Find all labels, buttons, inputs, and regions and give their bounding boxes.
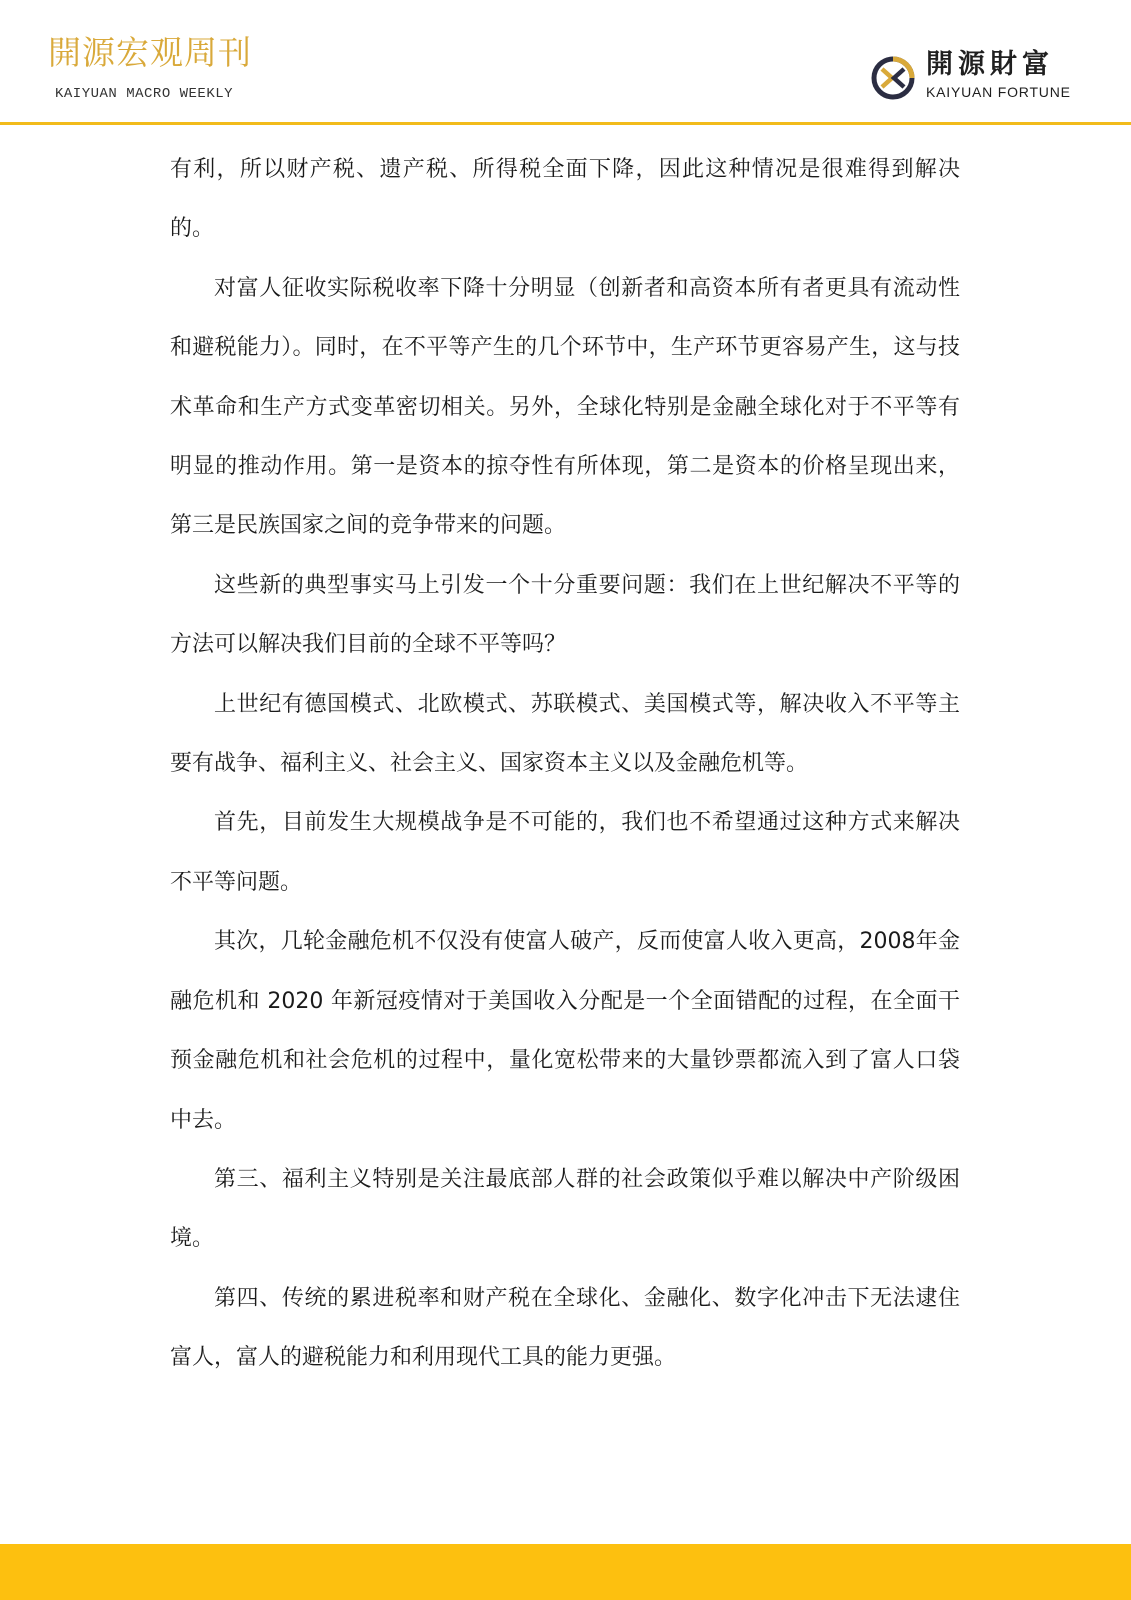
- footer-bar: [0, 1544, 1131, 1600]
- paragraph: 其次，几轮金融危机不仅没有使富人破产，反而使富人收入更高，2008年金融危机和 2020 年新冠疫情对于美国收入分配是一个全面错配的过程，在全面干预金融危机和社会危机的过程中，量化宽松带来的大量钞票都流入到了富人口袋中去。: [170, 929, 960, 1133]
- paragraph-continuation: 有利，所以财产税、遗产税、所得税全面下降，因此这种情况是很难得到解决的。: [170, 157, 960, 242]
- paragraph: 第三、福利主义特别是关注最底部人群的社会政策似乎难以解决中产阶级困境。: [170, 1166, 960, 1252]
- paragraph: 这些新的典型事实马上引发一个十分重要问题：我们在上世纪解决不平等的方法可以解决我们目前的全球不平等吗？: [170, 572, 960, 658]
- paragraph: 对富人征收实际税收率下降十分明显（创新者和高资本所有者更具有流动性和避税能力）。同时，在不平等产生的几个环节中，生产环节更容易产生，这与技术革命和生产方式变革密切相关。另外，全球化特别是金融全球化对于不平等有明显的推动作用。第一是资本的掠夺性有所体现，第二是资本的价格呈现出来，第三是民族国家之间的竞争带来的问题。: [170, 275, 960, 539]
- paragraph: 上世纪有德国模式、北欧模式、苏联模式、美国模式等，解决收入不平等主要有战争、福利主义、社会主义、国家资本主义以及金融危机等。: [170, 691, 960, 777]
- publication-subtitle: KAIYUAN MACRO WEEKLY: [55, 86, 234, 102]
- kaiyuan-logo-icon: [868, 53, 918, 103]
- header-divider: [0, 122, 1131, 125]
- page-header: [0, 0, 1131, 124]
- logo-wordmark-en: KAIYUAN FORTUNE: [926, 84, 1071, 100]
- paragraph: 第四、传统的累进税率和财产税在全球化、金融化、数字化冲击下无法逮住富人，富人的避税能力和利用现代工具的能力更强。: [170, 1285, 960, 1371]
- logo-wordmark-cn: 開源財富: [926, 49, 1054, 80]
- paragraph: 首先，目前发生大规模战争是不可能的，我们也不希望通过这种方式来解决不平等问题。: [170, 810, 960, 895]
- article-body: [170, 140, 960, 1388]
- company-logo: [868, 51, 1078, 107]
- publication-title: 開源宏观周刊: [48, 33, 252, 72]
